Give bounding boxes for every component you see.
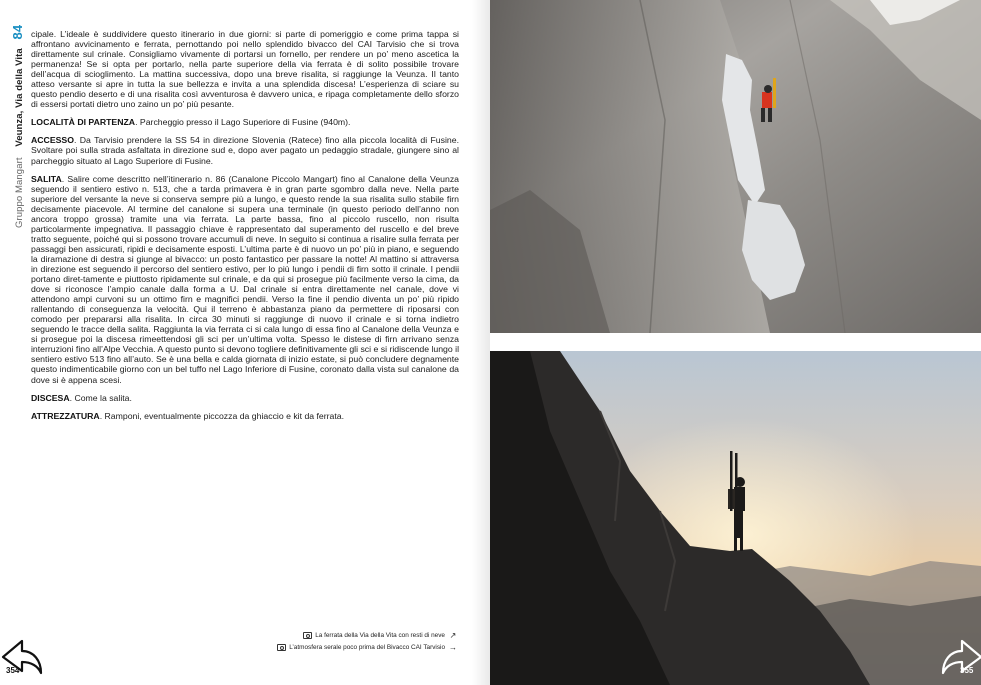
running-header — [10, 24, 25, 228]
page-gutter — [472, 0, 490, 685]
section-label: SALITA — [31, 173, 62, 184]
caption-line — [200, 629, 458, 641]
caption-text: L’atmosfera serale poco prima del Bivacco CAI Tarvisio — [289, 643, 445, 651]
running-header-group: Gruppo Mangart — [14, 157, 25, 228]
section-text: . Come la salita. — [69, 392, 132, 403]
running-header-route: Veunza, Via della Vita — [14, 48, 25, 147]
itinerary-number: 84 — [10, 24, 25, 40]
caption-line — [200, 641, 458, 653]
right-page — [490, 0, 981, 685]
section-accesso — [31, 135, 459, 165]
section-label: ACCESSO — [31, 135, 74, 146]
section-discesa — [31, 393, 459, 403]
body-text — [31, 29, 459, 429]
arrow-up-right-icon: ↗ — [449, 630, 457, 640]
section-partenza — [31, 117, 459, 127]
section-text: . Salire come descritto nell’itinerario n. 86 (Canalone Piccolo Mangart) fino al Canalone della Veunza seguendo il sentiero estivo n. 513, che a tarda primavera è in gran parte sgombro dalla neve. Nella parte superiore del versante la neve si conserva sempre più a lungo, e questo rende la sua risalita sullo stabile firn decisamente piacevole. Al termine del canalone si supera una terminale (in questo periodo dell’anno non ancora troppo grossa) tramite una via ferrata. La parte bassa, fino al piccolo ruscello, non risulta particolarmente impegnativa. Il passaggio chiave è rappresentato dal superamento del ruscello e del breve tratto seguente, poiché qui si possono trovare accumuli di neve. In seguito si continua a risalire sulla ferrata per passaggi ben assicurati, ripidi e decisamente esposti. L’ultima parte è di nuovo un po’ più in piano, e seguendo la diramazione di destra si giunge al bivacco: un posto fantastico per passare la notte! Al mattino si attraversa in direzione est seguendo il percorso del sentiero estivo, per lo più lungo i pendii di firn sotto il crinale. I pendii portano diret-tamente e piuttosto ripidamente sul crinale, e da qui si prosegue più facilmente verso la cima, da dove si riconosce l’ampio canale dalla forma a U. Dal crinale si entra direttamente nel canale, dove vi attendono ampi curvoni su un ottimo firn e magnifici pendii. Verso la fine il pendio diventa un po’ più ripido rallentando di conseguenza la velocità. Qui il terreno è abbastanza piano da permettere di riposarsi con comodo per prepararsi alla risalita. In circa 30 minuti si raggiunge di nuovo il crinale e si torna indietro seguendo le tracce della salita. Raggiunta la via ferrata ci si cala lungo di essa fino al Canalone della Veunza e si prosegue poi la discesa rimeettendosi gli sci per un’ultima volta. Spesso le distese di firn arrivano senza interruzioni fino all’Alpe Vecchia. A questo punto si devono togliere definitivamente gli sci e si ridiscende lungo il sentiero estivo 513 fino all’auto. Se è una bella e calda giornata di inizio estate, si può concludere degnamente questo indimenticabile giorno con un bel tuffo nel Lago Inferiore di Fusine, coronato dalla vista sul canalone da dove si è appena scesi. — [31, 173, 459, 385]
section-label: ATTREZZATURA — [31, 410, 100, 421]
section-salita — [31, 174, 459, 385]
section-text: . Parcheggio presso il Lago Superiore di Fusine (940m). — [135, 117, 351, 128]
photo-captions — [200, 629, 458, 653]
camera-icon — [303, 632, 312, 639]
section-label: LOCALITÀ DI PARTENZA — [31, 117, 136, 128]
section-text: . Da Tarvisio prendere la SS 54 in direzione Slovenia (Ratece) fino alla piccola località di Fusine. Svoltare poi sulla strada asfaltata in direzione sud e, dopo aver pagato un pedaggio stradale, giungere sino al parcheggio situato al Lago Superiore di Fusine. — [31, 135, 459, 166]
section-label: DISCESA — [31, 392, 70, 403]
section-text: . Ramponi, eventualmente piccozza da ghiaccio e kit da ferrata. — [99, 410, 345, 421]
camera-icon — [277, 644, 286, 651]
left-page — [0, 0, 490, 685]
arrow-right-icon: → — [449, 642, 457, 652]
intro-paragraph: cipale. L’ideale è suddividere questo itinerario in due giorni: si parte di pomeriggio e come prima tappa si affrontano avvicinamento e ferrata, pernottando poi nello splendido bivacco del CAI Tarvisio che si trova direttamente sul crinale. Consigliamo vivamente di portarsi un fornello, per rendere un po’ meno ascetica la permanenza! Se si opta per portarlo, nella parte superiore della via ferrata è di solito possibile trovare dell’acqua di scioglimento. La mattina successiva, dopo una breve risalita, si raggiunge la Veunza. Il tanto atteso versante si apre in tutta la sue bellezza e invita a una splendida discesa! L’esperienza di sciare su questo pendio deserto e di una risalita così avventurosa è davvero unica, e ripaga completamente dello sforzo di essersi portati dietro uno zaino un po’ più pesante. — [31, 29, 459, 110]
photo-ferrata-climber — [490, 0, 981, 333]
page-number-left: 354 — [6, 666, 20, 675]
section-attrezzatura — [31, 411, 459, 421]
photo-evening-silhouette — [490, 351, 981, 685]
caption-text: La ferrata della Via della Vita con resti di neve — [315, 631, 445, 639]
page-number-right: 355 — [960, 666, 974, 675]
